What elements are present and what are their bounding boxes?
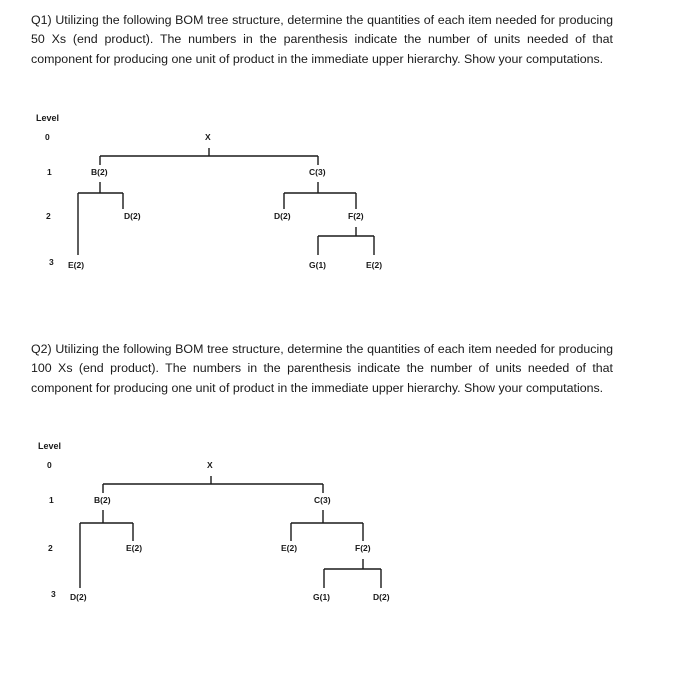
edge-f <box>324 559 381 588</box>
level-3-label: 3 <box>51 589 56 599</box>
level-header: Level <box>38 441 62 451</box>
bom-tree-1 <box>0 105 678 280</box>
edge-root <box>100 148 318 165</box>
edge-b <box>78 182 123 255</box>
node-l2-b-child: D(2) <box>124 211 141 221</box>
node-l3-f-right: D(2) <box>373 592 390 602</box>
level-1-label: 1 <box>49 495 54 505</box>
edge-f <box>318 227 374 255</box>
level-0-label: 0 <box>45 132 50 142</box>
question-1-text: Q1) Utilizing the following BOM tree structure, determine the quantities of each item needed for producing 50 Xs (end product). The numbers in the parenthesis indicate the number of units needed of that component for producing one unit of product in the immediate upper hierarchy. Show your computations. <box>31 13 613 66</box>
node-root: X <box>207 460 213 470</box>
node-l1-right: C(3) <box>309 167 326 177</box>
node-l3-b-child: D(2) <box>70 592 87 602</box>
level-2-label: 2 <box>46 211 51 221</box>
node-l3-b-child: E(2) <box>68 260 85 270</box>
node-l1-right: C(3) <box>314 495 331 505</box>
node-l1-left: B(2) <box>91 167 108 177</box>
level-2-label: 2 <box>48 543 53 553</box>
edge-c <box>291 510 363 541</box>
level-header: Level <box>36 113 60 123</box>
node-l2-c-right: F(2) <box>348 211 364 221</box>
question-2-text: Q2) Utilizing the following BOM tree structure, determine the quantities of each item needed for producing 100 Xs (end product). The numbers in the parenthesis indicate the number of units needed of that component for producing one unit of product in the immediate upper hierarchy. Show your computations. <box>31 342 613 395</box>
edge-c <box>284 182 356 209</box>
node-l1-left: B(2) <box>94 495 111 505</box>
node-l3-f-left: G(1) <box>309 260 326 270</box>
edge-root <box>103 476 323 493</box>
node-l3-f-right: E(2) <box>366 260 383 270</box>
node-l2-c-left: D(2) <box>274 211 291 221</box>
node-l2-b-child: E(2) <box>126 543 143 553</box>
level-0-label: 0 <box>47 460 52 470</box>
level-3-label: 3 <box>49 257 54 267</box>
bom-tree-2 <box>0 433 678 608</box>
node-l2-c-left: E(2) <box>281 543 298 553</box>
node-l3-f-left: G(1) <box>313 592 330 602</box>
node-l2-c-right: F(2) <box>355 543 371 553</box>
node-root: X <box>205 132 211 142</box>
level-1-label: 1 <box>47 167 52 177</box>
